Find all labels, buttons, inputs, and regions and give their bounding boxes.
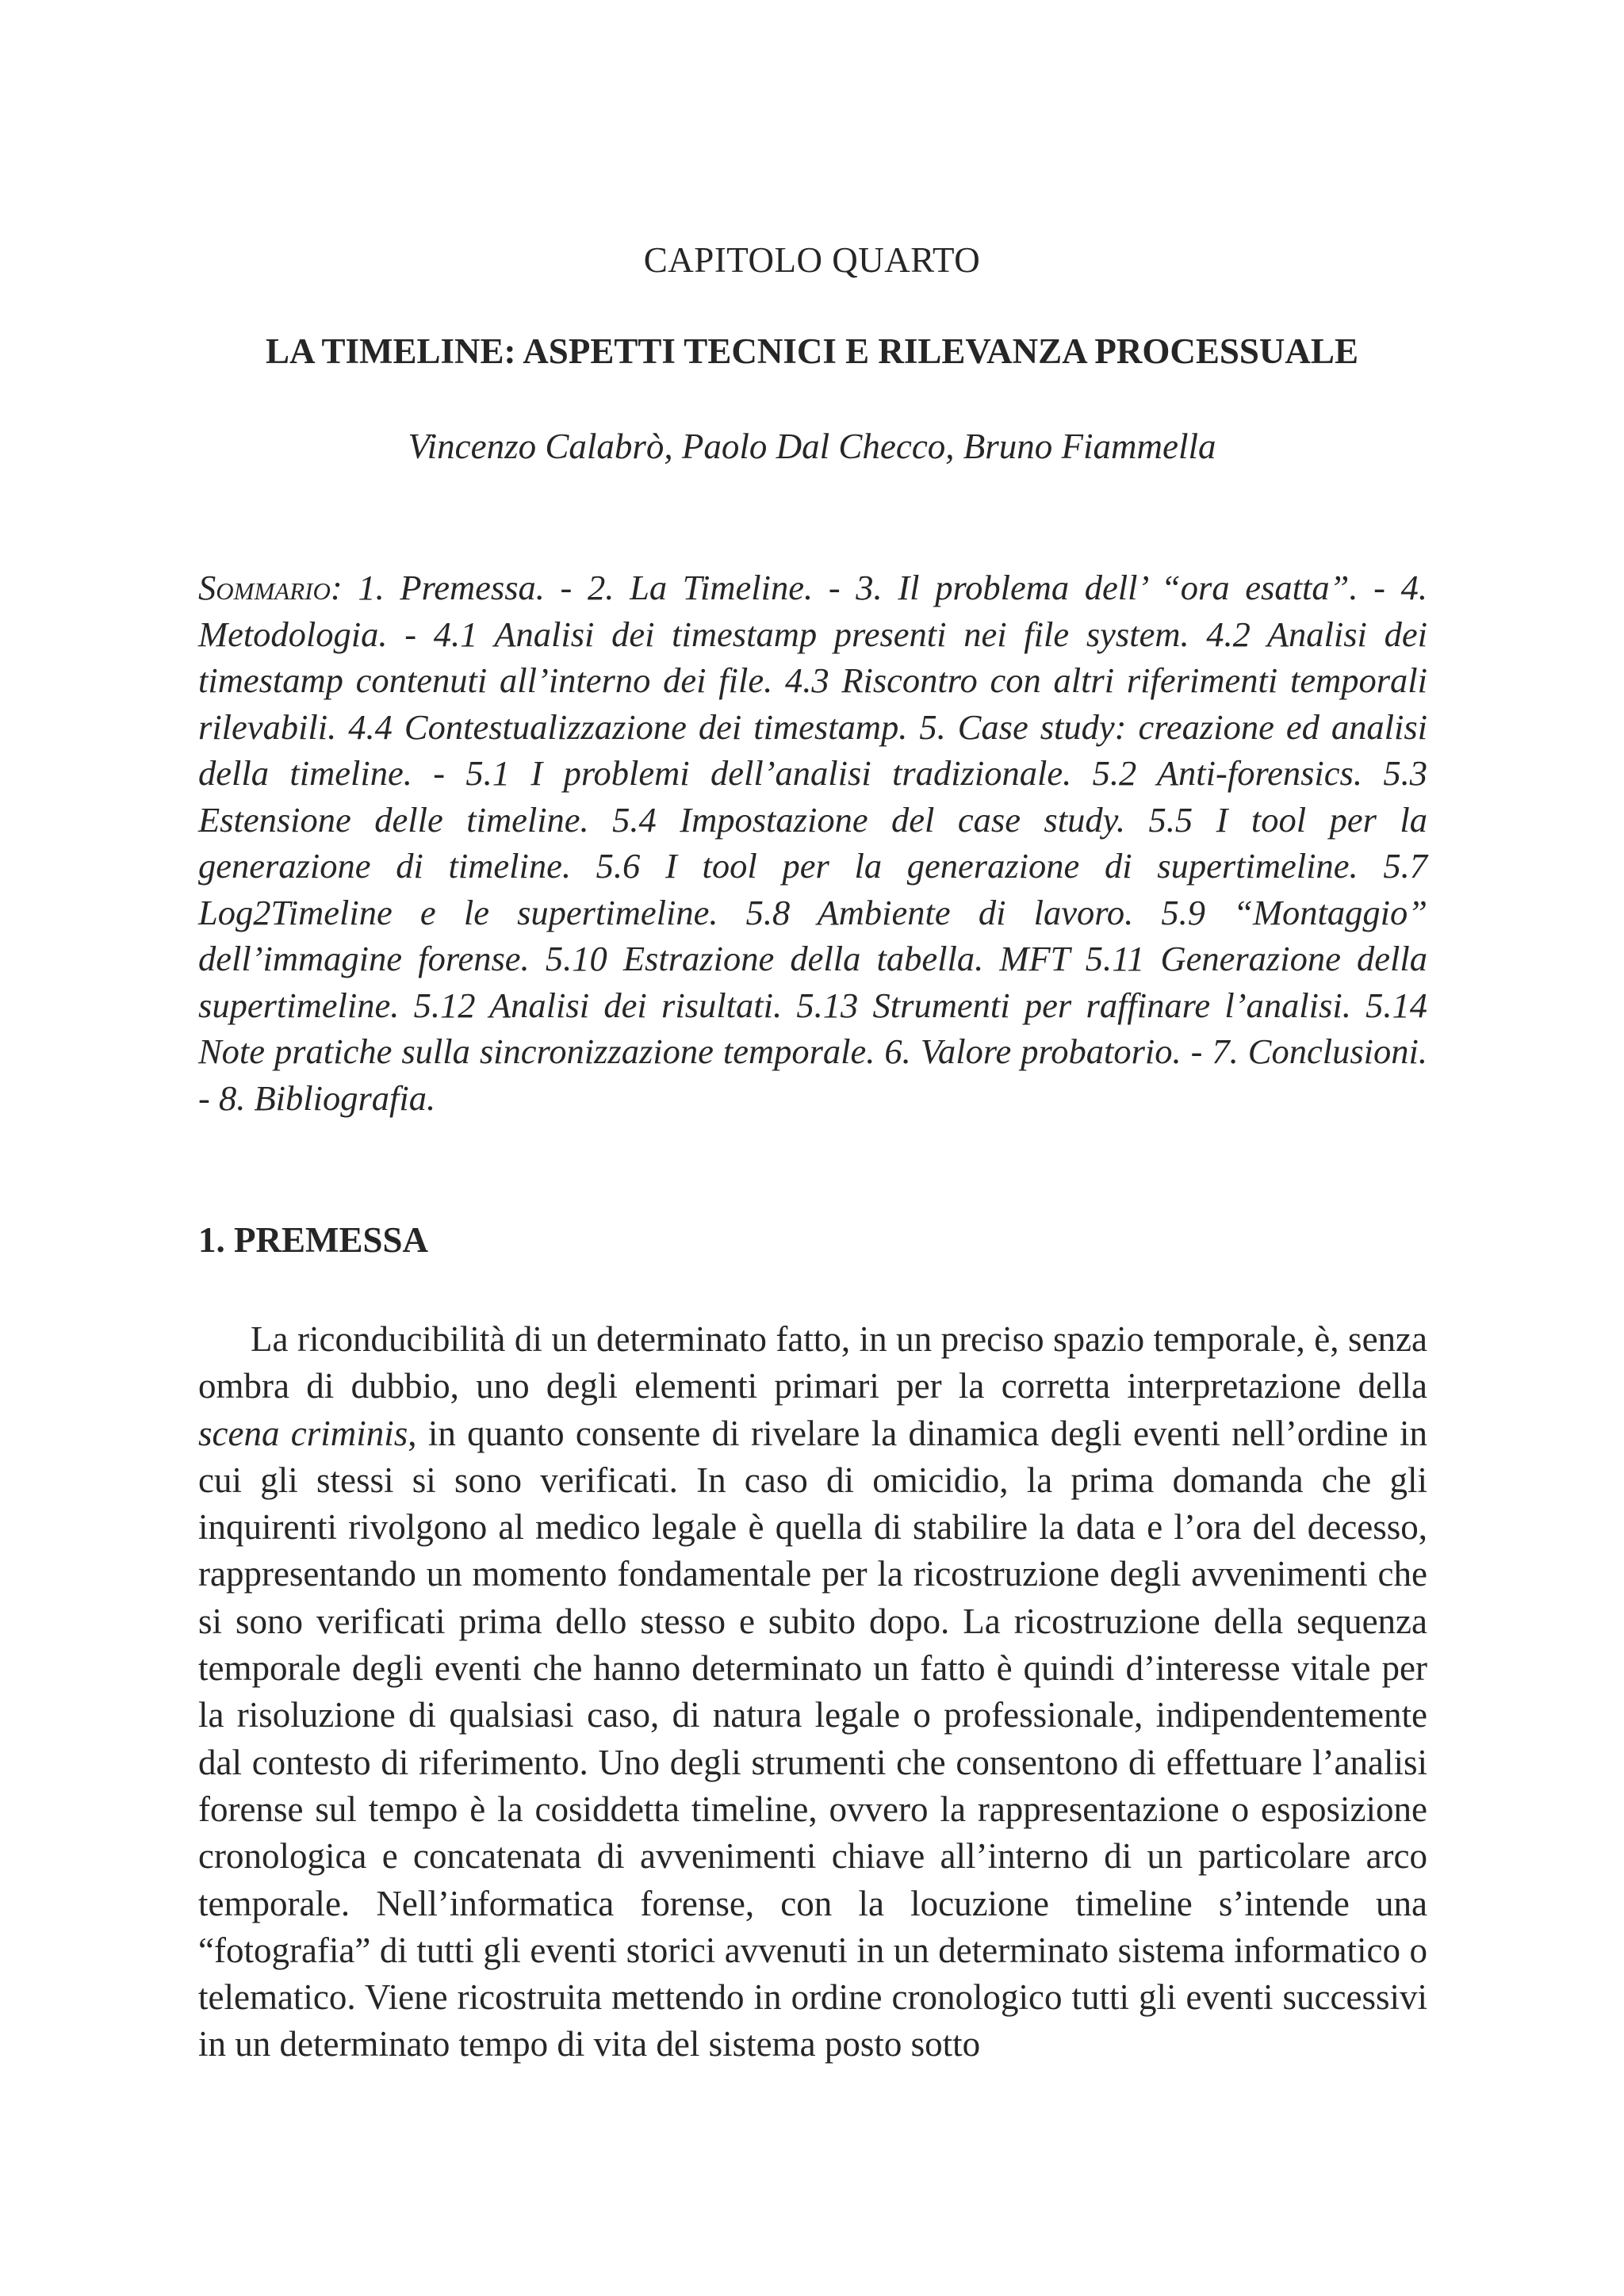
chapter-title: LA TIMELINE: ASPETTI TECNICI E RILEVANZA PROCESSUALE xyxy=(266,331,1358,371)
summary-block xyxy=(198,564,1427,1121)
summary-label: Sommario: xyxy=(198,568,343,607)
body-paragraph xyxy=(198,1316,1427,2068)
chapter-authors: Vincenzo Calabrò, Paolo Dal Checco, Bruno Fiammella xyxy=(408,427,1216,466)
summary-text: 1. Premessa. - 2. La Timeline. - 3. Il problema dell’ “ora esatta”. - 4. Metodologia. - 4.1 Analisi dei timestamp presenti nei file system. 4.2 Analisi dei timestamp contenuti all’interno dei file. 4.3 Riscontro con altri riferimenti temporali rilevabili. 4.4 Contestualizzazione dei timestamp. 5. Case study: creazione ed analisi della timeline. - 5.1 I problemi dell’analisi tradizionale. 5.2 Anti-forensics. 5.3 Estensione delle timeline. 5.4 Impostazione del case study. 5.5 I tool per la generazione di timeline. 5.6 I tool per la generazione di supertimeline. 5.7 Log2Timeline e le supertimeline. 5.8 Ambiente di lavoro. 5.9 “Montaggio” dell’immagine forense. 5.10 Estrazione della tabella. MFT 5.11 Generazione della supertimeline. 5.12 Analisi dei risultati. 5.13 Strumenti per raffinare l’analisi. 5.14 Note pratiche sulla sincronizzazione temporale. 6. Valore probatorio. - 7. Conclusioni. - 8. Bibliografia. xyxy=(198,568,1427,1118)
paragraph-text-start: La riconducibilità di un determinato fatto, in un preciso spazio temporale, è, senza ombra di dubbio, uno degli elementi primari per la corretta interpretazione della xyxy=(198,1319,1427,1406)
section-heading: 1. PREMESSA xyxy=(198,1220,429,1260)
italic-term: scena criminis xyxy=(198,1413,408,1453)
chapter-label: CAPITOLO QUARTO xyxy=(643,240,981,280)
paragraph-text-end: , in quanto consente di rivelare la dinamica degli eventi nell’ordine in cui gli stessi si sono verificati. In caso di omicidio, la prima domanda che gli inquirenti rivolgono al medico legale è quella di stabilire la data e l’ora del decesso, rappresentando un momento fondamentale per la ricostruzione degli avvenimenti che si sono verificati prima dello stesso e subito dopo. La ricostruzione della sequenza temporale degli eventi che hanno determinato un fatto è quindi d’interesse vitale per la risoluzione di qualsiasi caso, di natura legale o professionale, indipendentemente dal contesto di riferimento. Uno degli strumenti che consentono di effettuare l’analisi forense sul tempo è la cosiddetta timeline, ovvero la rappresentazione o esposizione cronologica e concatenata di avvenimenti chiave all’interno di un particolare arco temporale. Nell’informatica forense, con la locuzione timeline s’intende una “fotografia” di tutti gli eventi storici avvenuti in un determinato sistema informatico o telematico. Viene ricostruita mettendo in ordine cronologico tutti gli eventi successivi in un determinato tempo di vita del sistema posto sotto xyxy=(198,1413,1427,2064)
